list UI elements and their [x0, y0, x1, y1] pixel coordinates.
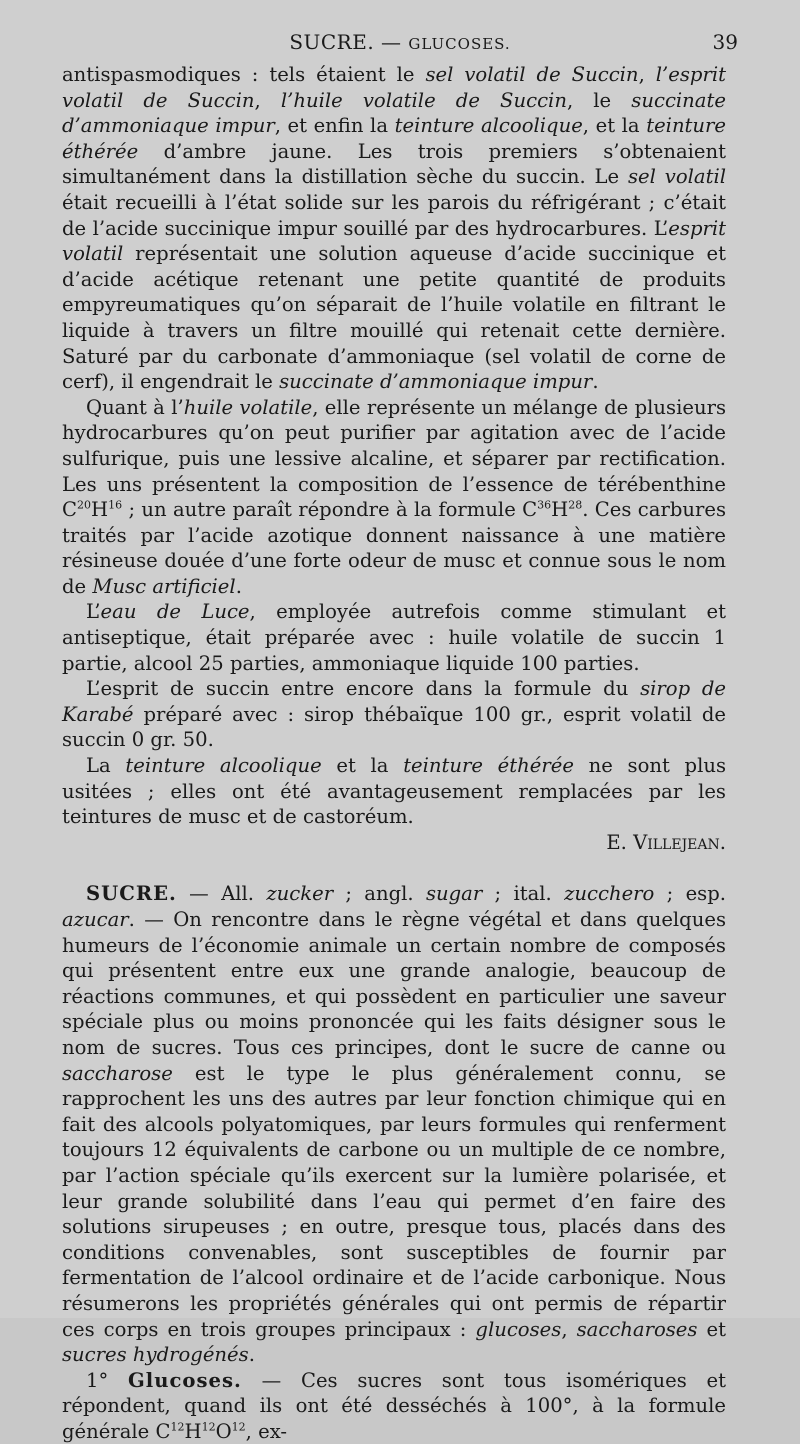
text-run: préparé avec : sirop thébaïque 100 gr., esprit volatil de succin 0 gr. 50.	[62, 702, 726, 752]
text-run: , employée autrefois comme stimulant et antiseptique, était préparée avec : huile volatile de succin 1 partie, alcool 25 parties, ammoniaque liquide 100 parties.	[62, 600, 726, 675]
italic-term: glucoses	[475, 1317, 562, 1341]
text-run: ,	[561, 1317, 577, 1341]
italic-term: sirop de Karabé	[62, 677, 726, 726]
text-run: L’	[86, 600, 101, 624]
text-run: d’ambre jaune. Les trois premiers s’obtenaient simultanément dans la distillation sèche du succin. Le	[62, 139, 726, 189]
paragraph-3	[62, 599, 726, 676]
text-run: O	[215, 1419, 232, 1443]
italic-term: teinture éthérée	[62, 114, 727, 163]
text-run: est le type le plus généralement connu, se rapprochent les uns des autres par leur fonction chimique qui en fait des alcools polyatomiques, par leurs formules qui renferment toujours 12 équivalents de carbone ou un multiple de ce nombre, par l’action spéciale qu’ils exercent sur la lumière polarisée, et leur grande solubilité dans l’eau qui permet d’en faire des solutions sirupeuses ; en outre, presque tous, placés dans des conditions convenables, sont susceptibles de fournir par fermentation de l’alcool ordinaire et de l’acide carbonique. Nous résumerons les propriétés générales qui ont permis de répartir ces corps en trois groupes principaux :	[62, 1061, 726, 1341]
header-dash: —	[374, 30, 409, 54]
italic-term: succinate d’ammoniaque impur	[279, 370, 593, 394]
text-run: H	[91, 498, 109, 522]
italic-term: huile volatile	[183, 395, 313, 419]
superscript: 20	[77, 498, 91, 512]
running-title	[62, 30, 738, 54]
paragraph-sucre-entry	[62, 881, 726, 1367]
text-run: ; esp.	[654, 882, 727, 906]
section-headword: Glucoses.	[128, 1368, 242, 1392]
text-run: La	[86, 754, 126, 778]
italic-term: azucar	[62, 908, 129, 931]
italic-term: saccharoses	[576, 1317, 698, 1341]
paragraph-1	[62, 62, 726, 395]
text-run: L’esprit de succin entre encore dans la formule du	[86, 677, 641, 701]
superscript: 12	[201, 1420, 216, 1434]
text-run: ; un autre paraît répondre à la formule C	[122, 498, 538, 522]
superscript: 12	[170, 1420, 185, 1434]
italic-term: l’huile volatile de Succin	[280, 88, 567, 112]
text-run: , elle représente un mélange de plusieurs hydrocarbures qu’on peut purifier par agitation avec de l’acide sulfurique, puis une lessive alcaline, et séparer par rectification. Les uns présentent la composition de l’essence de térébenthine C	[62, 395, 726, 522]
italic-term: sel volatil de Succin	[425, 63, 639, 86]
text-run: , et enfin la	[274, 114, 395, 138]
italic-term: sugar	[425, 882, 483, 906]
text-run: Quant à l’	[86, 395, 184, 419]
paragraph-2	[62, 395, 726, 600]
text-run: ,	[254, 88, 281, 112]
superscript: 28	[568, 498, 583, 512]
text-run: .	[592, 370, 599, 394]
superscript: 12	[231, 1420, 246, 1434]
italic-term: sucres hydrogénés	[62, 1343, 249, 1367]
header-title: SUCRE.	[289, 30, 375, 54]
text-run: H	[184, 1419, 202, 1443]
italic-term: teinture alcoolique	[125, 754, 322, 778]
signature-text: E. Villejean.	[606, 830, 726, 854]
text-run: . Ces carbures traités par l’acide azotique donnent naissance à une matière résineuse douée d’une forte odeur de musc et connue sous le nom de	[62, 498, 727, 598]
italic-term: saccharose	[62, 1061, 173, 1085]
italic-term: zucchero	[564, 882, 655, 906]
italic-term: teinture éthérée	[403, 754, 574, 778]
text-run: , et la	[582, 114, 647, 138]
text-run: ne sont plus usitées ; elles ont été avantageusement remplacées par les teintures de musc et de castoréum.	[62, 754, 727, 829]
text-run: — All.	[176, 882, 267, 906]
text-run: .	[248, 1343, 255, 1367]
entry-headword: SUCRE.	[86, 882, 177, 906]
italic-term: teinture alcoolique	[394, 114, 583, 138]
page-body	[62, 62, 726, 1444]
text-run: — Ces sucres sont tous isomériques et répondent, quand ils ont été desséchés à 100°, à la formule générale C	[62, 1368, 726, 1443]
text-run: , le	[566, 88, 632, 112]
paragraph-5	[62, 753, 726, 830]
italic-term: sel volatil	[628, 165, 726, 189]
text-run: H	[551, 498, 569, 522]
text-run: représentait une solution aqueuse d’acide succinique et d’acide acétique retenant une petite quantité de produits empyreumatiques qu’on séparait de l’huile volatile en filtrant le liquide à travers un filtre mouillé qui retenait cette dernière. Saturé par du carbonate d’ammoniaque (sel volatil de corne de cerf), il engendrait le	[62, 242, 726, 394]
superscript: 16	[108, 498, 123, 512]
text-run: .	[235, 574, 242, 598]
italic-term: succinate d’ammoniaque impur	[62, 88, 726, 138]
text-run: ; ital.	[482, 882, 565, 906]
text-run: , ex-	[245, 1419, 288, 1443]
section-number: 1°	[86, 1368, 109, 1392]
page-number: 39	[712, 30, 738, 54]
superscript: 36	[537, 498, 552, 512]
text-run: ; angl.	[333, 882, 426, 906]
text-run: et	[697, 1317, 726, 1341]
text-run: . — On rencontre dans le règne végétal et dans quelques humeurs de l’économie animale un certain nombre de composés qui présentent entre eux une grande analogie, beaucoup de réactions communes, et qui possèdent en particulier une saveur spéciale plus ou moins prononcée qui les faits désigner sous le nom de sucres. Tous ces principes, dont le sucre de canne ou	[62, 908, 726, 1059]
author-signature	[62, 830, 726, 856]
paragraph-glucoses	[62, 1368, 726, 1444]
header-subtitle: GLUCOSES.	[408, 35, 511, 53]
italic-term: esprit volatil	[62, 216, 726, 266]
text-run: et la	[321, 754, 404, 778]
text-run: antispasmodiques : tels étaient le	[62, 63, 426, 86]
italic-term: eau de Luce	[100, 600, 250, 624]
paragraph-4	[62, 676, 726, 753]
text-run: était recueilli à l’état solide sur les parois du réfrigérant ; c’était de l’acide succinique impur souillé par des hydrocarbures. L’	[62, 190, 726, 240]
italic-term: zucker	[266, 882, 334, 906]
section-gap	[62, 855, 726, 881]
italic-term: Musc artificiel	[92, 574, 236, 598]
text-run: ,	[638, 63, 656, 86]
italic-term: l’esprit volatil de Succin	[62, 63, 726, 112]
running-header	[62, 30, 738, 64]
